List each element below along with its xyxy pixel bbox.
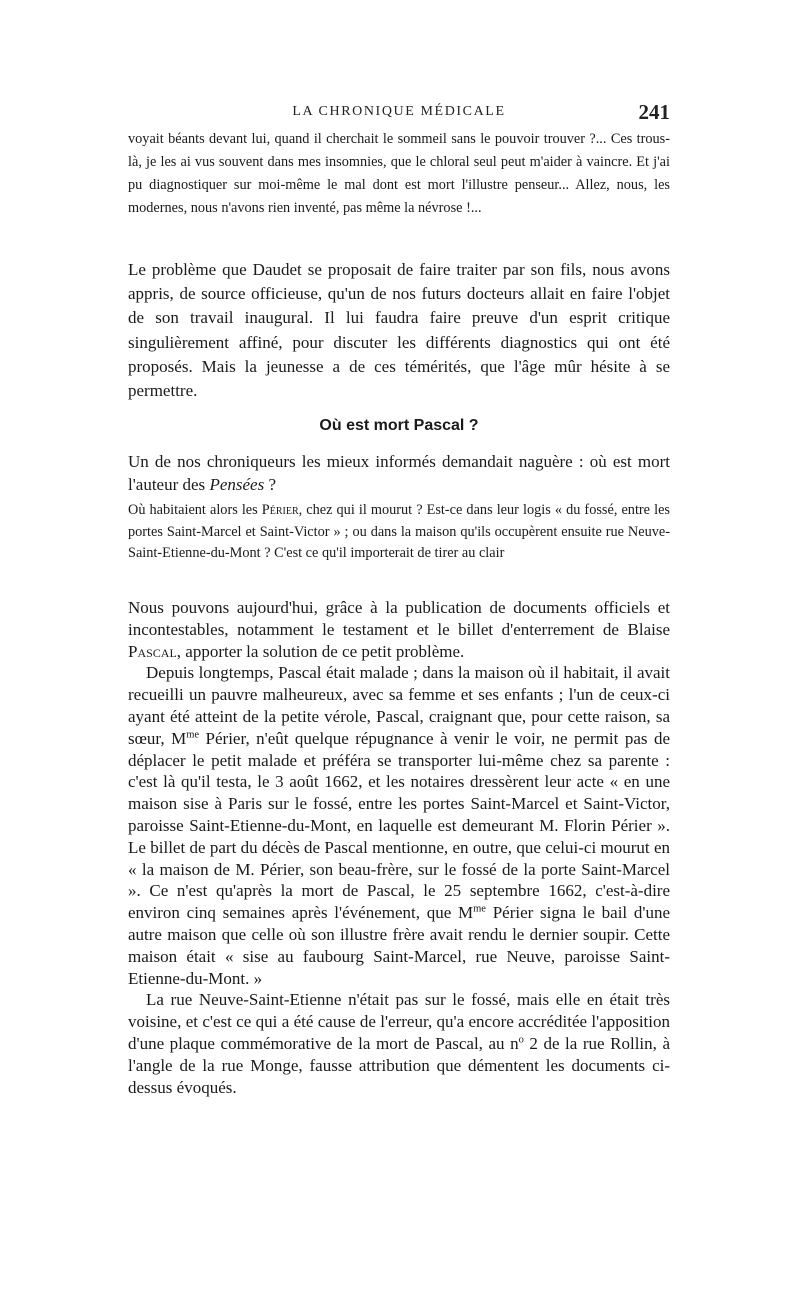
citation-text [128, 500, 670, 565]
body-p2-part2: Périer, n'eût quelque répugnance à venir le voir, ne permit pas de déplacer le petit malade et préféra se transporter lui-même chez sa parente : c'est là qu'il testa, le 3 août 1662, et les notaires dressèrent leur acte « en une maison sise à Paris sur le fossé, entre les portes Saint-Marcel et Saint-Victor, paroisse Saint-Etienne-du-Mont, en laquelle est demeurant M. Florin Périer ». Le billet de part du décès de Pascal mentionne, en outre, que celui-ci mourut en « la maison de M. Périer, son beau-frère, sur le fossé de la porte Saint-Marcel ». Ce n'est qu'après la mort de Pascal, le 25 septembre 1662, c'est-à-dire environ cinq semaines après l'événement, que M [128, 728, 670, 923]
running-title: LA CHRONIQUE MÉDICALE [292, 104, 506, 119]
body-paragraph-conclusion [128, 989, 670, 1098]
body-p1-name-pascal: Pascal [128, 641, 177, 661]
body-p2-sup1: me [186, 729, 200, 741]
chronicler-question [128, 450, 670, 496]
article-body [128, 597, 670, 1098]
letter-paragraph: voyait béants devant lui, quand il cherchait le sommeil sans le pouvoir trouver ?... Ces trous-là, je les ai vus souvent dans mes insomnies, que le chloral seul peut m'aider à vaincre. Et j'ai pu diagnostiquer sur moi-même le mal dont est mort l'illustre penseur... Allez, nous, les modernes, nous n'avons rien inventé, pas même la névrose !... [128, 131, 670, 216]
running-head [128, 100, 670, 126]
page-number: 241 [638, 100, 670, 124]
question-text [128, 450, 670, 496]
body-p1-after: , apporter la solution de ce petit problème. [176, 641, 465, 661]
citation-name-perier: Périer [261, 502, 299, 518]
question-after: ? [264, 475, 276, 494]
body-p1-before: Nous pouvons aujourd'hui, grâce à la publication de documents officiels et incontestables, notamment le testament et le billet d'enterrement de Blaise [128, 598, 670, 639]
quoted-letter-continuation [128, 128, 670, 220]
daudet-paragraph [128, 258, 670, 403]
book-title-pensees: Pensées [209, 475, 265, 494]
body-p2-part1: Depuis longtemps, Pascal était malade ; dans la maison où il habitait, il avait recueilli un pauvre malheureux, avec sa femme et ses enfants ; l'un de ceux-ci ayant été atteint de la petite vérole, Pascal, craignant que, pour cette raison, sa sœur, M [128, 663, 670, 748]
body-p3-after: 2 de la rue Rollin, à l'angle de la rue Monge, fausse attribution que démentent les documents ci-dessus évoqués. [128, 1033, 670, 1097]
citation-after: , chez qui il mourut ? Est-ce dans leur logis « du fossé, entre les portes Saint-Marcel et Saint-Victor » ; ou dans la maison qu'ils occupèrent ensuite rue Neuve-Saint-Etienne-du-Mont ? C'est ce qu'il importerait de tirer au clair [128, 502, 670, 561]
question-before: Un de nos chroniqueurs les mieux informés demandait naguère : où est mort l'auteur des [128, 452, 670, 494]
citation-block [128, 500, 670, 565]
citation-before: Où habitaient alors les [128, 502, 262, 518]
body-p3-sup: o [518, 1034, 524, 1046]
section-heading: Où est mort Pascal ? [319, 417, 479, 434]
body-p3-before: La rue Neuve-Saint-Etienne n'était pas sur le fossé, mais elle en était très voisine, et c'est ce qui a été cause de l'erreur, qu'a encore accréditée l'apposition d'une plaque commémorative de la mort de Pascal, au n [128, 990, 670, 1053]
body-p2-part3: Périer signa le bail d'une autre maison que celle où son illustre frère avait rendu le dernier soupir. Cette maison était « sise au faubourg Saint-Marcel, rue Neuve, paroisse Saint-Etienne-du-Mont. » [128, 903, 670, 988]
daudet-paragraph-text: Le problème que Daudet se proposait de faire traiter par son fils, nous avons appris, de source officieuse, qu'un de nos futurs docteurs allait en faire l'objet de son travail inaugural. Il lui faudra faire preuve d'un esprit critique singulièrement affiné, pour discuter les différents diagnostics qui ont été proposés. Mais la jeunesse a de ces témérités, que l'âge mûr hésite à se permettre. [128, 260, 670, 401]
body-p2-sup2: me [473, 903, 486, 915]
body-paragraph-history [128, 662, 670, 989]
body-paragraph-documents [128, 597, 670, 662]
